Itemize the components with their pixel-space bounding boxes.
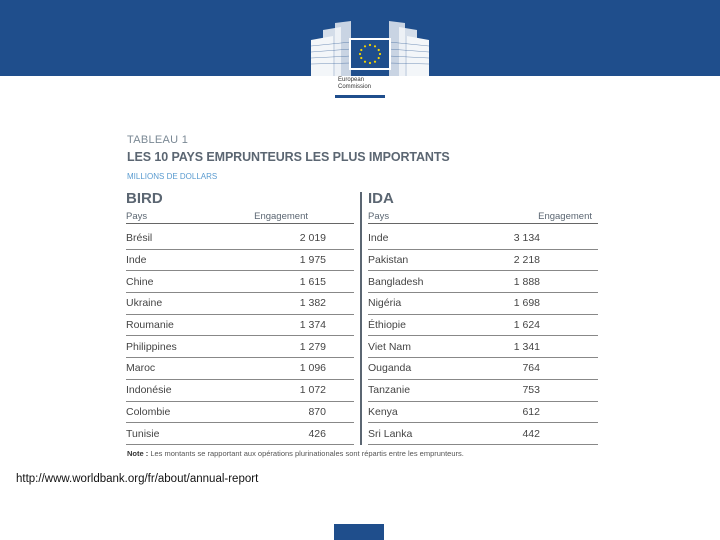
- table-row: [126, 423, 354, 445]
- country-cell: Indonésie: [126, 384, 172, 397]
- table-row: [368, 271, 598, 293]
- engagement-cell: 1 072: [299, 384, 326, 397]
- country-cell: Bangladesh: [368, 275, 424, 288]
- country-cell: Ukraine: [126, 297, 163, 310]
- table-row: [126, 402, 354, 424]
- engagement-cell: 2 019: [299, 232, 326, 245]
- table-row: [126, 315, 354, 337]
- table-row: [368, 315, 598, 337]
- table-row: [368, 423, 598, 445]
- country-cell: Roumanie: [126, 319, 174, 332]
- country-cell: Colombie: [126, 405, 171, 418]
- ida-panel: [368, 190, 598, 445]
- ida-column-header: [368, 210, 598, 224]
- source-link[interactable]: http://www.worldbank.org/fr/about/annual-report: [16, 473, 259, 485]
- engagement-cell: 1 096: [299, 362, 326, 375]
- country-cell: Tunisie: [126, 427, 160, 440]
- engagement-cell: 442: [522, 427, 540, 440]
- table-row: [368, 336, 598, 358]
- table-row: [368, 402, 598, 424]
- table-row: [126, 358, 354, 380]
- engagement-cell: 1 341: [513, 340, 540, 353]
- bird-panel: [126, 190, 354, 445]
- col-country-label: Pays: [126, 211, 148, 222]
- table-title: LES 10 PAYS EMPRUNTEURS LES PLUS IMPORTANTS: [127, 150, 450, 164]
- country-cell: Inde: [368, 232, 389, 245]
- table-row: [126, 228, 354, 250]
- col-value-label: Engagement: [254, 211, 308, 222]
- bird-title: BIRD: [126, 190, 163, 207]
- logo-wordmark: European Commission: [338, 77, 372, 90]
- engagement-cell: 1 698: [513, 297, 540, 310]
- engagement-cell: 1 374: [299, 319, 326, 332]
- table-label: TABLEAU 1: [127, 134, 189, 146]
- country-cell: Éthiopie: [368, 319, 406, 332]
- table-row: [126, 336, 354, 358]
- engagement-cell: 1 975: [299, 254, 326, 267]
- table-row: [368, 358, 598, 380]
- engagement-cell: 612: [522, 405, 540, 418]
- country-cell: Kenya: [368, 405, 398, 418]
- country-cell: Ouganda: [368, 362, 412, 375]
- engagement-cell: 1 888: [513, 275, 540, 288]
- table-row: [126, 293, 354, 315]
- country-cell: Chine: [126, 275, 154, 288]
- engagement-cell: 1 279: [299, 340, 326, 353]
- table-row: [368, 250, 598, 272]
- table-row: [368, 293, 598, 315]
- table-row: [126, 380, 354, 402]
- engagement-cell: 1 615: [299, 275, 326, 288]
- engagement-cell: 1 624: [513, 319, 540, 332]
- table-row: [126, 271, 354, 293]
- footer-accent: [334, 524, 384, 540]
- country-cell: Inde: [126, 254, 147, 267]
- engagement-cell: 870: [308, 405, 326, 418]
- country-cell: Nigéria: [368, 297, 402, 310]
- col-value-label: Engagement: [538, 211, 592, 222]
- country-cell: Viet Nam: [368, 340, 411, 353]
- european-commission-logo: [311, 18, 429, 78]
- logo-underline: [335, 95, 385, 98]
- country-cell: Brésil: [126, 232, 153, 245]
- table-row: [126, 250, 354, 272]
- engagement-cell: 764: [522, 362, 540, 375]
- table-unit: MILLIONS DE DOLLARS: [127, 172, 218, 181]
- table-note: Note : Les montants se rapportant aux opérations plurinationales sont répartis entre les emprunteurs.: [127, 449, 464, 458]
- country-cell: Sri Lanka: [368, 427, 413, 440]
- engagement-cell: 1 382: [299, 297, 326, 310]
- ida-title: IDA: [368, 190, 394, 207]
- country-cell: Philippines: [126, 340, 177, 353]
- col-country-label: Pays: [368, 211, 390, 222]
- ida-rows: [368, 228, 598, 445]
- bird-rows: [126, 228, 354, 445]
- country-cell: Pakistan: [368, 254, 409, 267]
- country-cell: Maroc: [126, 362, 156, 375]
- bird-column-header: [126, 210, 354, 224]
- engagement-cell: 3 134: [513, 232, 540, 245]
- engagement-cell: 753: [522, 384, 540, 397]
- panel-divider: [360, 192, 362, 445]
- engagement-cell: 2 218: [513, 254, 540, 267]
- table-row: [368, 380, 598, 402]
- table-row: [368, 228, 598, 250]
- country-cell: Tanzanie: [368, 384, 411, 397]
- engagement-cell: 426: [308, 427, 326, 440]
